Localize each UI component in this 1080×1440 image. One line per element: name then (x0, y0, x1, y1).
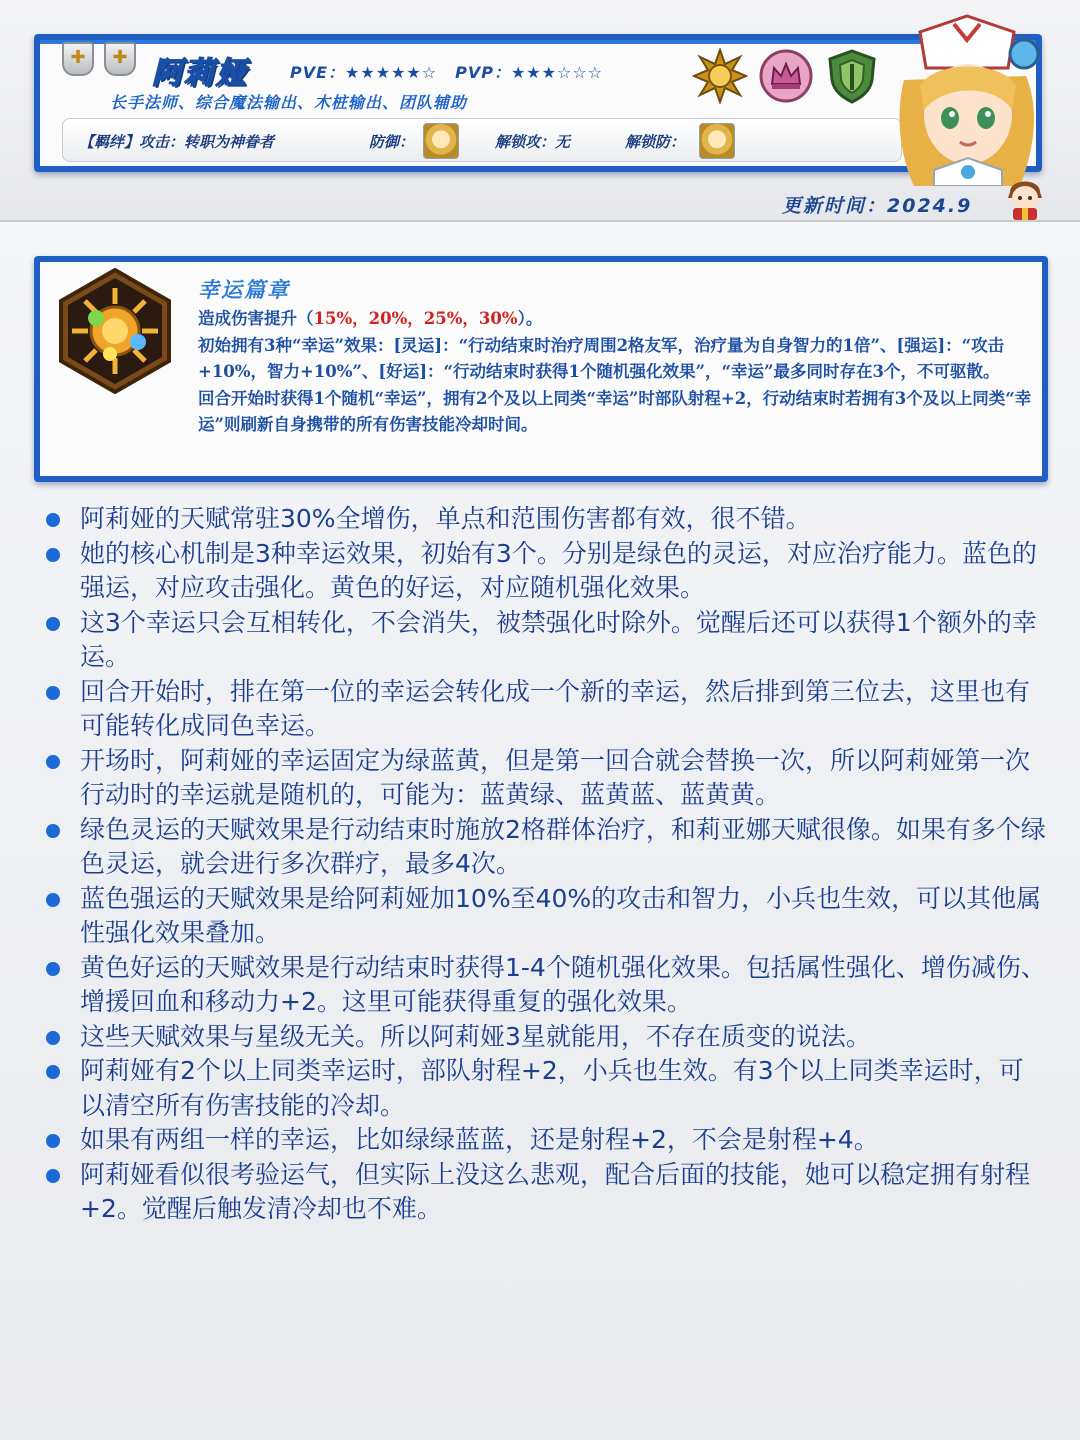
bullet-dot-icon (46, 513, 60, 527)
bullet-dot-icon (46, 1169, 60, 1183)
list-item (46, 951, 1046, 1020)
bond-attack: 【羁绊】攻击：转职为神眷者 (79, 133, 275, 151)
list-item (46, 1020, 1046, 1055)
update-time: 更新时间：2024.9 (782, 195, 973, 217)
skill-round-start: 回合开始时获得1个随机“幸运”，拥有2个及以上同类“幸运”时部队射程+2，行动结束时若拥有3个及以上同类“幸运”则刷新自身携带的所有伤害技能冷却时间。 (198, 388, 1032, 434)
list-item-text: 阿莉娅看似很考验运气，但实际上没这么悲观，配合后面的技能，她可以稳定拥有射程+2。觉醒后触发清冷却也不难。 (80, 1159, 1031, 1223)
bullet-dot-icon (46, 755, 60, 769)
bullet-dot-icon (46, 1065, 60, 1079)
bond-bar (62, 118, 902, 162)
list-item-text: 黄色好运的天赋效果是行动结束时获得1-4个随机强化效果。包括属性强化、增伤减伤、增援回血和移动力+2。这里可能获得重复的强化效果。 (80, 952, 1046, 1016)
list-item-text: 这3个幸运只会互相转化，不会消失，被禁强化时除外。觉醒后还可以获得1个额外的幸运。 (80, 607, 1037, 671)
list-item (46, 537, 1046, 606)
class-shield-icon: ✚ (62, 42, 94, 76)
list-item (46, 744, 1046, 813)
list-item (46, 1158, 1046, 1227)
bullet-dot-icon (46, 686, 60, 700)
unlock-defense-label: 解锁防： (625, 133, 686, 151)
list-item-text: 如果有两组一样的幸运，比如绿绿蓝蓝，还是射程+2，不会是射程+4。 (80, 1125, 879, 1154)
pvp-stars: ★★★☆☆☆ (510, 63, 604, 82)
pvp-label: PVP： (455, 63, 511, 82)
shield-medal-icon (824, 48, 880, 104)
pve-stars: ★★★★★☆ (345, 63, 438, 82)
list-item-text: 绿色灵运的天赋效果是行动结束时施放2格群体治疗，和莉亚娜天赋很像。如果有多个绿色灵运，就会进行多次群疗，最多4次。 (80, 814, 1046, 878)
skill-damage-values: 15%，20%，25%，30% (313, 309, 518, 328)
skill-damage-line (198, 306, 1038, 333)
bullet-dot-icon (46, 1031, 60, 1045)
list-item (46, 1054, 1046, 1123)
chibi-mascot (1002, 176, 1048, 220)
sun-medal-icon (692, 48, 748, 104)
list-item (46, 675, 1046, 744)
list-item (46, 606, 1046, 675)
rating-line (290, 60, 603, 83)
list-item-text: 阿莉娅有2个以上同类幸运时，部队射程+2，小兵也生效。有3个以上同类幸运时，可以清空所有伤害技能的冷却。 (80, 1056, 1024, 1120)
list-item (46, 813, 1046, 882)
list-item-text: 阿莉娅的天赋常驻30%全增伤，单点和范围伤害都有效，很不错。 (80, 504, 811, 533)
list-item (46, 882, 1046, 951)
hero-roles: 长手法师、综合魔法输出、木桩输出、团队辅助 (110, 93, 468, 112)
bond-defense-portrait (423, 123, 459, 159)
unlock-attack: 解锁攻：无 (495, 133, 571, 151)
unlock-defense-portrait (699, 123, 735, 159)
list-item-text: 这些天赋效果与星级无关。所以阿莉娅3星就能用，不存在质变的说法。 (80, 1021, 871, 1051)
class-shield-icon: ✚ (104, 42, 136, 76)
list-item-text: 回合开始时，排在第一位的幸运会转化成一个新的幸运，然后排到第三位去，这里也有可能转化成同色幸运。 (80, 676, 1031, 740)
list-item-text: 蓝色强运的天赋效果是给阿莉娅加10%至40%的攻击和智力，小兵也生效，可以其他属性强化效果叠加。 (80, 883, 1042, 947)
skill-description (198, 306, 1038, 439)
pve-label: PVE： (290, 63, 346, 82)
skill-luck-effects: 初始拥有3种“幸运”效果：[灵运]：“行动结束时治疗周围2格友军，治疗量为自身智力的1倍”、[强运]：“攻击+10%，智力+10%”、[好运]：“行动结束时获得1个随机强化效果”，“幸运”最多同时存在3个，不可驱散。 (198, 335, 1005, 381)
list-item-text: 开场时，阿莉娅的幸运固定为绿蓝黄，但是第一回合就会替换一次，所以阿莉娅第一次行动时的幸运就是随机的，可能为：蓝黄绿、蓝黄蓝、蓝黄黄。 (80, 745, 1031, 809)
hero-name: 阿莉娅 (152, 56, 248, 91)
list-item (46, 502, 1046, 537)
luck-chapter-skill-icon (52, 268, 178, 394)
bullet-dot-icon (46, 617, 60, 631)
hero-portrait (884, 10, 1050, 186)
skill-damage-suffix: ）。 (517, 309, 543, 328)
bullet-dot-icon (46, 1134, 60, 1148)
skill-card (34, 256, 1048, 482)
analysis-list (46, 502, 1046, 1227)
bond-defense-label: 防御： (369, 133, 415, 151)
bullet-dot-icon (46, 824, 60, 838)
bullet-dot-icon (46, 548, 60, 562)
list-item (46, 1123, 1046, 1158)
list-item-text: 她的核心机制是3种幸运效果，初始有3个。分别是绿色的灵运，对应治疗能力。蓝色的强运，对应攻击强化。黄色的好运，对应随机强化效果。 (80, 538, 1037, 602)
bullet-dot-icon (46, 893, 60, 907)
skill-title: 幸运篇章 (198, 278, 290, 302)
bullet-dot-icon (46, 962, 60, 976)
skill-damage-prefix: 造成伤害提升（ (198, 309, 314, 328)
crown-medal-icon (758, 48, 814, 104)
